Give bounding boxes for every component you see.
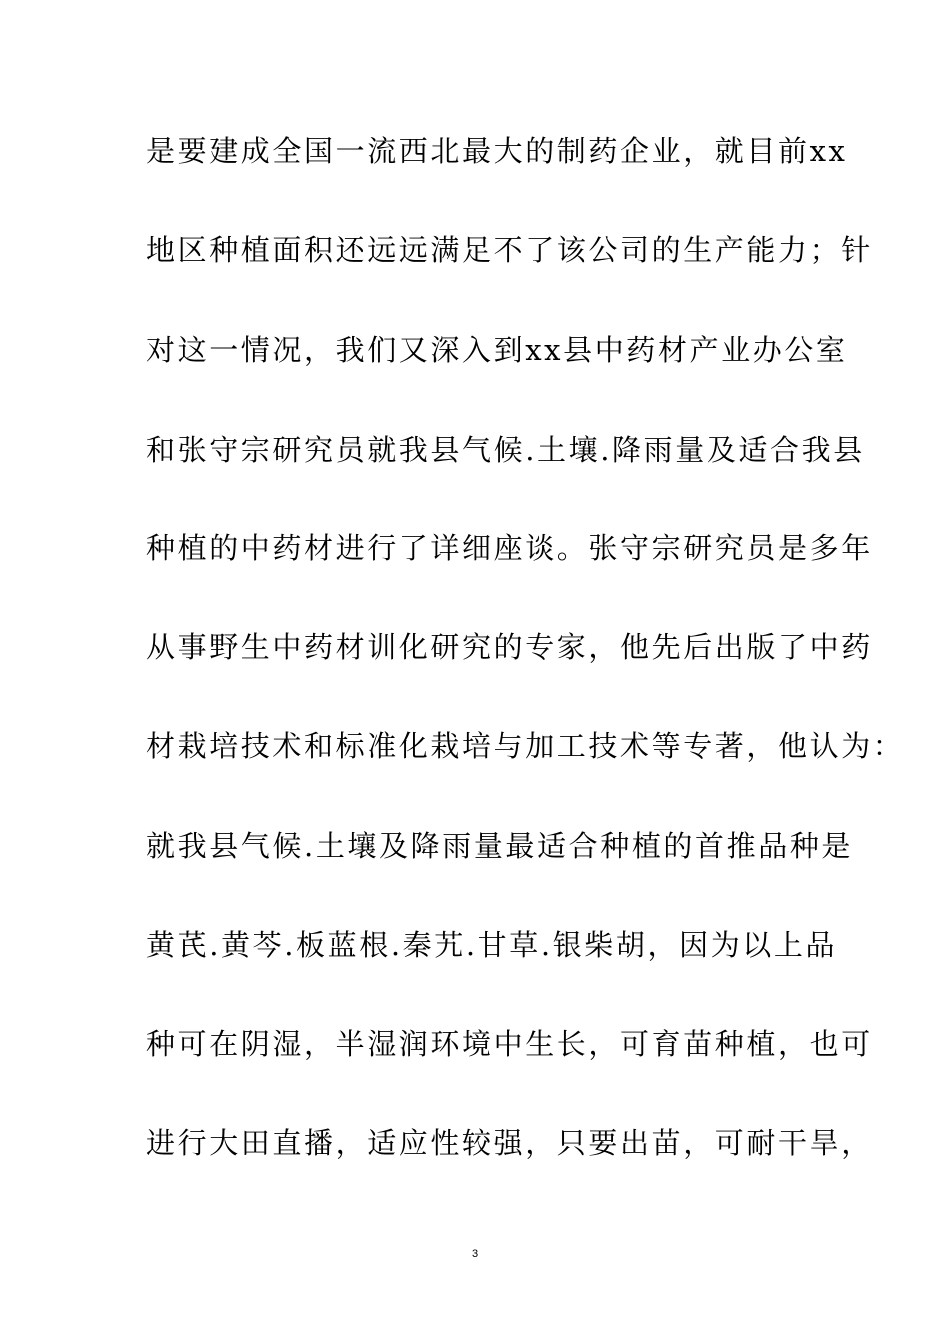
body-text-line: 材栽培技术和标准化栽培与加工技术等专著，他认为： — [146, 729, 905, 763]
body-text-line: 和张守宗研究员就我县气候.土壤.降雨量及适合我县 — [146, 433, 865, 467]
body-text-line: 地区种植面积还远远满足不了该公司的生产能力；针 — [146, 233, 873, 267]
page-number: 3 — [471, 1248, 479, 1260]
body-text-line: 种可在阴湿，半湿润环境中生长，可育苗种植，也可 — [146, 1027, 873, 1061]
body-text-line: 从事野生中药材训化研究的专家，他先后出版了中药 — [146, 630, 873, 664]
body-text-line: 对这一情况，我们又深入到xx县中药材产业办公室 — [146, 333, 848, 367]
body-text-line: 就我县气候.土壤及降雨量最适合种植的首推品种是 — [146, 829, 854, 863]
body-text-line: 黄芪.黄芩.板蓝根.秦艽.甘草.银柴胡，因为以上品 — [146, 928, 838, 962]
body-text-line: 是要建成全国一流西北最大的制药企业，就目前xx — [146, 134, 848, 168]
body-text-line: 进行大田直播，适应性较强，只要出苗，可耐干旱， — [146, 1126, 873, 1160]
body-text-line: 种植的中药材进行了详细座谈。张守宗研究员是多年 — [146, 531, 873, 565]
